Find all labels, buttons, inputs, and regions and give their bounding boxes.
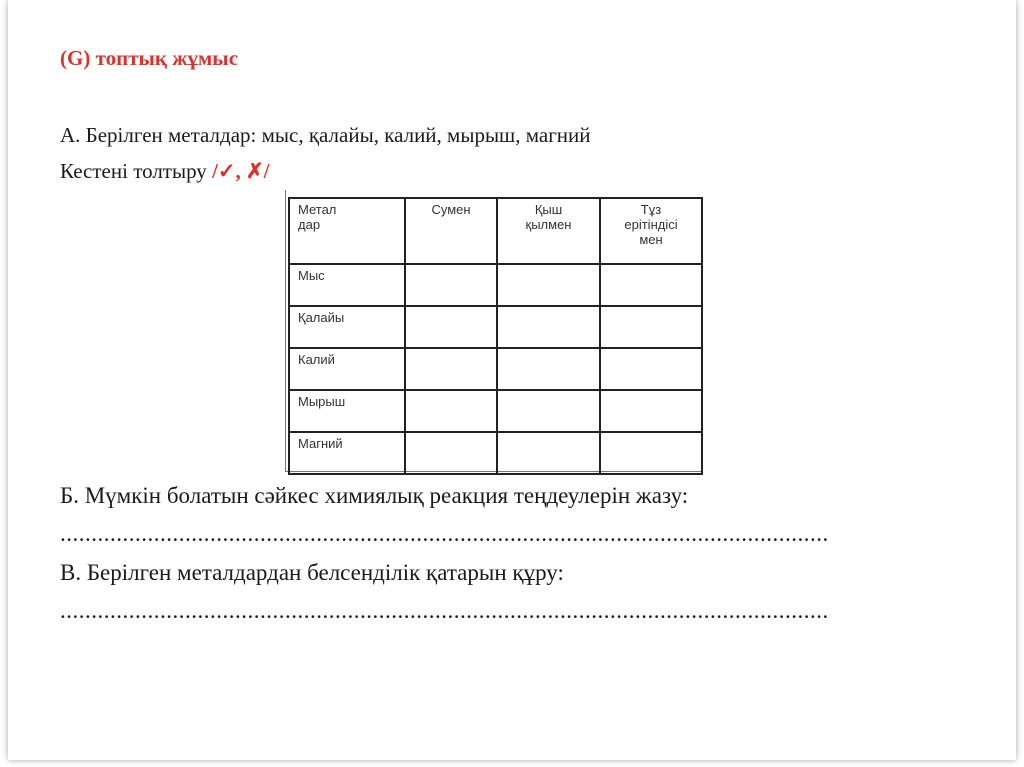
table-header-row (289, 198, 702, 264)
table-left-guide (285, 190, 286, 472)
table-cell[interactable] (497, 306, 600, 348)
table-cell[interactable] (600, 432, 702, 474)
table-row (289, 264, 702, 306)
table-cell[interactable] (600, 306, 702, 348)
header-metals (289, 198, 405, 264)
table-cell[interactable] (600, 264, 702, 306)
row-label: Калий (289, 348, 405, 390)
check-cross-marks: /✓, ✗/ (212, 159, 270, 183)
header-acid-label: Қыш қылмен (525, 202, 572, 232)
table-row (289, 306, 702, 348)
table-cell[interactable] (497, 432, 600, 474)
metals-table (288, 197, 703, 475)
table-cell[interactable] (497, 264, 600, 306)
header-acid (497, 198, 600, 264)
row-label: Мырыш (289, 390, 405, 432)
table-cell[interactable] (600, 390, 702, 432)
table-row (289, 432, 702, 474)
answer-line-c[interactable]: ........................................................................................................................... (60, 598, 829, 623)
header-water (405, 198, 497, 264)
table-row (289, 348, 702, 390)
section-heading: (G) топтық жұмыс (60, 46, 239, 70)
table-cell[interactable] (405, 264, 497, 306)
task-a-text: А. Берілген металдар: мыс, қалайы, калий, мырыш, магний (60, 123, 591, 147)
row-label: Мыс (289, 264, 405, 306)
table-cell[interactable] (405, 306, 497, 348)
table-cell[interactable] (497, 390, 600, 432)
header-salt-solution (600, 198, 702, 264)
table-cell[interactable] (600, 348, 702, 390)
table-cell[interactable] (405, 432, 497, 474)
task-b-text: Б. Мүмкін болатын сәйкес химиялық реакция теңдеулерін жазу: (60, 483, 689, 508)
header-salt-label: Тұз ерітіндісі мен (624, 202, 678, 247)
table-row (289, 390, 702, 432)
fill-table-text: Кестені толтыру (60, 159, 213, 183)
header-metals-label: Метал дар (298, 202, 337, 232)
answer-line-b[interactable]: ........................................................................................................................... (60, 521, 829, 546)
fill-table-instruction (60, 159, 269, 184)
row-label: Магний (289, 432, 405, 474)
header-water-label: Сумен (431, 202, 471, 217)
table-cell[interactable] (497, 348, 600, 390)
row-label: Қалайы (289, 306, 405, 348)
task-c-text: В. Берілген металдардан белсенділік қатарын құру: (60, 560, 564, 585)
table-cell[interactable] (405, 390, 497, 432)
metals-table-container (288, 197, 703, 475)
table-cell[interactable] (405, 348, 497, 390)
